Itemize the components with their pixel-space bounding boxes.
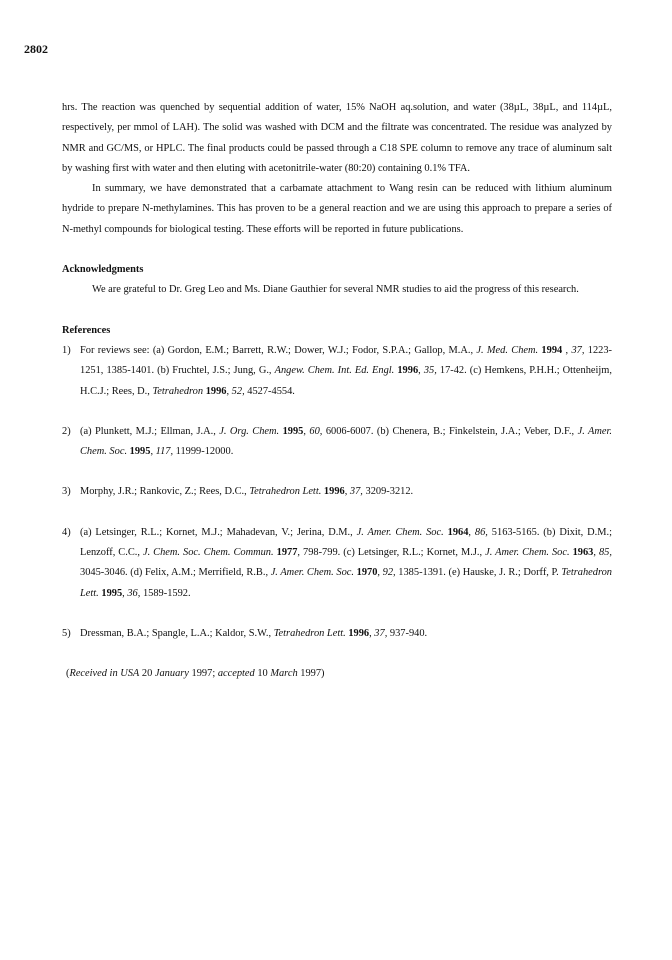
reference-text-segment: (a) Plunkett, M.J.; Ellman, J.A., bbox=[80, 425, 220, 437]
reference-text-segment: 5163-5165. (b) Dixit, D.M.; Lenzoff, C.C., bbox=[80, 526, 612, 559]
reference-bold-text: 1963 bbox=[572, 547, 594, 559]
reference-italic-text: J. Amer. Chem. Soc. bbox=[270, 567, 354, 579]
reference-bold-text: 1996 bbox=[205, 385, 227, 397]
reference-italic-text: 36, bbox=[127, 587, 141, 599]
reference-text bbox=[80, 341, 612, 402]
reference-text-segment: 1223-1251, 1385-1401. (b) Fruchtel, J.S.; Jung, G., bbox=[80, 344, 612, 377]
references-list bbox=[62, 341, 612, 644]
reference-item bbox=[62, 624, 612, 644]
reference-bold-text: 1995 bbox=[129, 446, 151, 458]
reference-text-segment: 11999-12000. bbox=[173, 446, 234, 458]
reference-text-segment: , bbox=[377, 567, 383, 579]
reference-bold-text: 1995 bbox=[101, 587, 123, 599]
reference-text bbox=[80, 523, 612, 604]
reference-number: 5) bbox=[62, 627, 71, 639]
reference-item bbox=[62, 482, 612, 502]
accepted-year: 1997) bbox=[297, 668, 325, 680]
reference-bold-text: 1994 bbox=[541, 344, 563, 356]
reference-text-segment: , bbox=[122, 587, 128, 599]
reference-italic-text: J. Chem. Soc. Chem. Commun. bbox=[142, 547, 274, 559]
acknowledgments-text: We are grateful to Dr. Greg Leo and Ms. Diane Gauthier for several NMR studies to aid the progress of this research. bbox=[92, 284, 579, 296]
reference-text-segment: Morphy, J.R.; Rankovic, Z.; Rees, D.C., bbox=[80, 486, 250, 498]
article-body bbox=[62, 98, 612, 695]
reference-bold-text: 1996 bbox=[323, 486, 345, 498]
reference-text-segment: 3209-3212. bbox=[362, 486, 414, 498]
reference-italic-text: 37, bbox=[571, 344, 585, 356]
body-paragraph-2: In summary, we have demonstrated that a carbamate attachment to Wang resin can be reduced with lithium aluminum hydride to prepare N-methylamines. This has proven to be a general reaction and we are using this approach to prepare a series of N-methyl compounds for biological testing. These efforts will be reported in future publications. bbox=[62, 183, 612, 235]
reference-text-segment: 937-940. bbox=[387, 627, 428, 639]
reference-italic-text: 52, bbox=[231, 385, 245, 397]
reference-italic-text: J. Org. Chem. bbox=[219, 425, 280, 437]
reference-italic-text: J. Med. Chem. bbox=[476, 344, 539, 356]
reference-text-segment: , bbox=[562, 344, 572, 356]
reference-bold-text: 1977 bbox=[276, 547, 298, 559]
reference-text-segment: 17-42. (c) Hemkens, P.H.H.; Ottenheijm, H.C.J.; Rees, D., bbox=[80, 365, 612, 397]
reference-italic-text: J. Amer. Chem. Soc. bbox=[356, 526, 444, 538]
reference-italic-text: 37, bbox=[374, 627, 388, 639]
references-section bbox=[62, 321, 612, 645]
reference-italic-text: Tetrahedron bbox=[152, 385, 204, 397]
reference-italic-text: Tetrahedron Lett. bbox=[80, 567, 613, 599]
acknowledgments-heading: Acknowledgments bbox=[62, 264, 144, 276]
reference-text-segment: 3045-3046. (d) Felix, A.M.; Merrifield, R.B., bbox=[80, 567, 271, 579]
reference-text-segment: For reviews see: (a) Gordon, E.M.; Barrett, R.W.; Dower, W.J.; Fodor, S.P.A.; Gallop, M.A., bbox=[80, 344, 477, 356]
received-label: Received in USA bbox=[69, 668, 140, 680]
reference-text-segment: 4527-4554. bbox=[244, 385, 295, 397]
received-month: January bbox=[154, 668, 189, 680]
received-open: ( bbox=[66, 668, 70, 680]
reference-text bbox=[80, 422, 612, 463]
reference-italic-text: 92, bbox=[382, 567, 396, 579]
reference-italic-text: 85, bbox=[598, 547, 612, 559]
reference-italic-text: 37, bbox=[349, 486, 363, 498]
reference-bold-text: 1996 bbox=[348, 627, 370, 639]
reference-italic-text: 35, bbox=[423, 365, 437, 377]
reference-text-segment: 1589-1592. bbox=[140, 587, 191, 599]
reference-text-segment: , bbox=[418, 365, 424, 377]
reference-number: 4) bbox=[62, 526, 71, 538]
reference-text-segment: , bbox=[369, 627, 375, 639]
accepted-label: accepted bbox=[217, 668, 255, 680]
reference-bold-text: 1964 bbox=[447, 526, 469, 538]
reference-italic-text: Tetrahedron Lett. bbox=[273, 627, 346, 639]
reference-text bbox=[80, 624, 612, 644]
acknowledgments-section bbox=[62, 260, 612, 301]
reference-text-segment: (a) Letsinger, R.L.; Kornet, M.J.; Mahadevan, V.; Jerina, D.M., bbox=[80, 526, 357, 538]
reference-italic-text: 60, bbox=[309, 425, 323, 437]
reference-item bbox=[62, 523, 612, 604]
received-note bbox=[62, 664, 612, 684]
reference-number: 2) bbox=[62, 425, 71, 437]
reference-text-segment: , 798-799. (c) Letsinger, R.L.; Kornet, M.J., bbox=[297, 547, 486, 559]
reference-text-segment: 1385-1391. (e) Hauske, J. R.; Dorff, P. bbox=[395, 567, 562, 579]
reference-italic-text: J. Amer. Chem. Soc. bbox=[485, 547, 570, 559]
reference-text-segment: , bbox=[226, 385, 232, 397]
reference-bold-text: 1996 bbox=[397, 365, 419, 377]
reference-text-segment: , bbox=[150, 446, 156, 458]
reference-text bbox=[80, 482, 612, 502]
reference-text-segment: , bbox=[468, 526, 475, 538]
reference-number: 3) bbox=[62, 486, 71, 498]
reference-bold-text: 1995 bbox=[282, 425, 304, 437]
accepted-date: 10 bbox=[254, 668, 271, 680]
reference-number: 1) bbox=[62, 344, 71, 356]
reference-text-segment: Dressman, B.A.; Spangle, L.A.; Kaldor, S.W., bbox=[80, 627, 274, 639]
reference-italic-text: J. Amer. Chem. Soc. bbox=[80, 425, 612, 458]
page-number: 2802 bbox=[24, 42, 48, 56]
reference-text-segment: , bbox=[344, 486, 350, 498]
reference-text-segment: 6006-6007. (b) Chenera, B.; Finkelstein, J.A.; Veber, D.F., bbox=[322, 425, 578, 437]
received-date: 20 bbox=[139, 668, 155, 680]
body-paragraph-1: hrs. The reaction was quenched by sequential addition of water, 15% NaOH aq.solution, and water (38µL, 38µL, and 114µL, respectively, per mmol of LAH). The solid was washed with DCM and the filtrate was concentrated. The residue was analyzed by NMR and GC/MS, or HPLC. The final products could be passed through a C18 SPE column to remove any trace of aluminum salt by washing first with water and then eluting with acetonitrile-water (80:20) containing 0.1% TFA. bbox=[62, 102, 612, 174]
reference-italic-text: Tetrahedron Lett. bbox=[249, 486, 322, 498]
reference-text-segment: , bbox=[593, 547, 599, 559]
reference-item bbox=[62, 341, 612, 402]
reference-item bbox=[62, 422, 612, 463]
accepted-month: March bbox=[270, 668, 298, 680]
reference-italic-text: Angew. Chem. Int. Ed. Engl. bbox=[274, 365, 395, 377]
received-year: 1997; bbox=[188, 668, 218, 680]
reference-italic-text: 117, bbox=[155, 446, 174, 458]
references-heading: References bbox=[62, 324, 111, 336]
reference-text-segment: , bbox=[303, 425, 310, 437]
reference-italic-text: 86, bbox=[474, 526, 488, 538]
reference-bold-text: 1970 bbox=[356, 567, 378, 579]
